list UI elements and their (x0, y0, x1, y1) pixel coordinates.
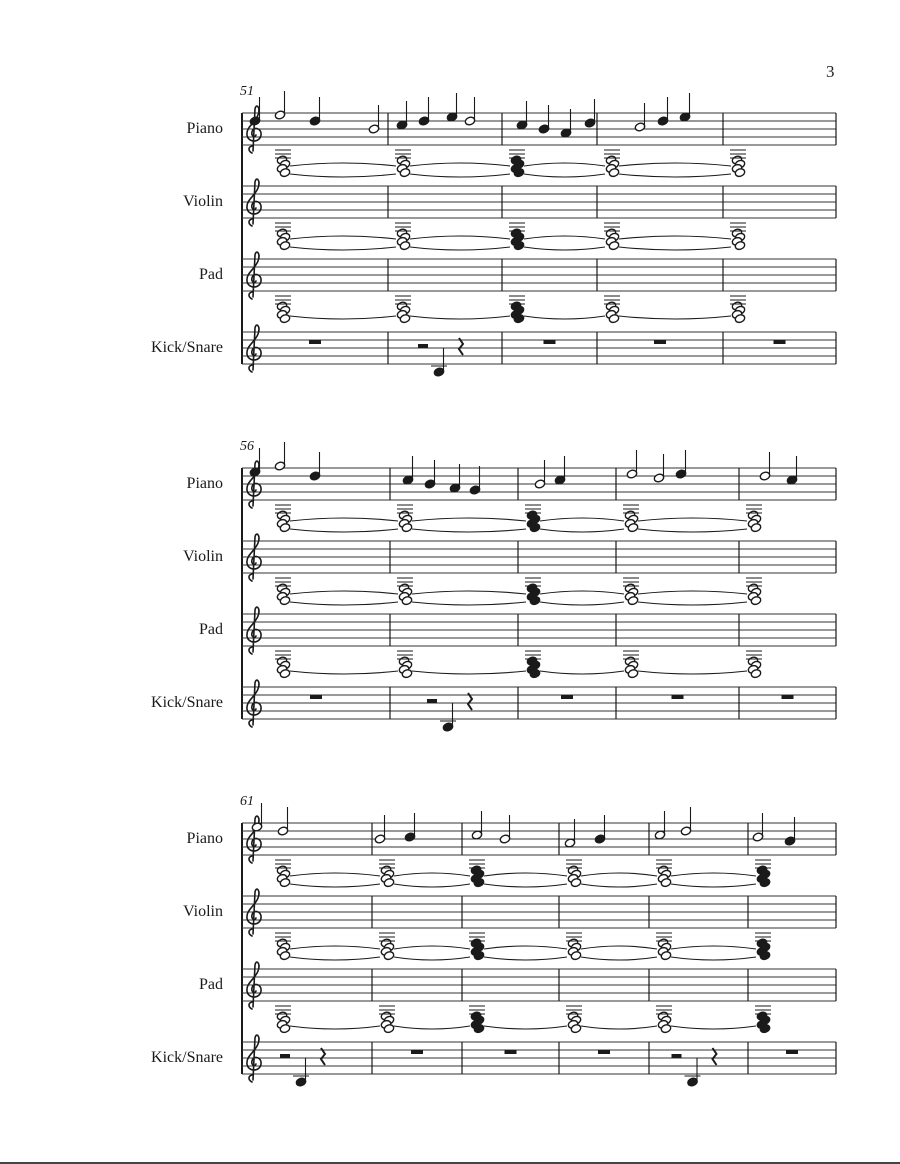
quarter-rest (468, 693, 472, 710)
tie (290, 671, 398, 674)
tie (638, 591, 747, 594)
staff-pad (199, 578, 836, 654)
instrument-label: Pad (199, 266, 223, 283)
tie (410, 247, 510, 250)
whole-rest (654, 340, 666, 344)
tie (619, 174, 731, 177)
tie (581, 873, 657, 876)
instrument-label: Violin (183, 548, 223, 565)
staff-kick-snare (151, 1006, 836, 1087)
staff-piano (187, 442, 836, 508)
tie (540, 671, 624, 674)
system-2 (151, 439, 836, 732)
whole-rest (786, 1050, 798, 1054)
instrument-label: Pad (199, 621, 223, 638)
staff-violin (183, 150, 836, 226)
tie (410, 236, 510, 239)
tie (394, 1026, 470, 1029)
page-number: 3 (826, 62, 835, 81)
tie (412, 591, 526, 594)
measure-number: 56 (240, 439, 254, 454)
tie (524, 163, 605, 166)
whole-rest (411, 1050, 423, 1054)
tie (290, 163, 396, 166)
tie (581, 957, 657, 960)
tie (290, 236, 396, 239)
tie (581, 1026, 657, 1029)
whole-rest (505, 1050, 517, 1054)
tie (540, 591, 624, 594)
tie (524, 247, 605, 250)
tie (290, 602, 398, 605)
whole-rest (774, 340, 786, 344)
instrument-label: Violin (183, 903, 223, 920)
whole-rest (309, 340, 321, 344)
tie (671, 884, 756, 887)
system-1 (151, 84, 836, 377)
tie (412, 671, 526, 674)
tie (524, 236, 605, 239)
tie (290, 957, 380, 960)
tie (394, 873, 470, 876)
tie (290, 529, 398, 532)
tie (484, 957, 567, 960)
whole-rest (561, 695, 573, 699)
tie (638, 671, 747, 674)
instrument-label: Piano (186, 830, 223, 847)
tie (412, 518, 526, 521)
system-3 (151, 794, 836, 1087)
tie (581, 946, 657, 949)
half-rest (280, 1054, 290, 1058)
tie (619, 163, 731, 166)
half-rest (418, 344, 428, 348)
staff-pad (199, 223, 836, 299)
tie (290, 946, 380, 949)
tie (484, 946, 567, 949)
tie (484, 1026, 567, 1029)
tie (619, 247, 731, 250)
tie (671, 946, 756, 949)
tie (619, 316, 731, 319)
tie (394, 957, 470, 960)
tie (619, 236, 731, 239)
tie (581, 884, 657, 887)
tie (638, 529, 747, 532)
measure-number: 51 (240, 84, 254, 99)
tie (290, 1026, 380, 1029)
whole-rest (310, 695, 322, 699)
staff-kick-snare (151, 296, 836, 377)
tie (484, 873, 567, 876)
tie (394, 884, 470, 887)
staff-violin (183, 505, 836, 581)
whole-rest (544, 340, 556, 344)
tie (484, 884, 567, 887)
staff-piano (187, 803, 836, 863)
tie (540, 602, 624, 605)
instrument-label: Kick/Snare (151, 1049, 223, 1066)
tie (290, 518, 398, 521)
staff-pad (199, 933, 836, 1009)
tie (638, 518, 747, 521)
tie (290, 873, 380, 876)
quarter-rest (459, 338, 463, 355)
measure-number: 61 (240, 794, 254, 809)
whole-rest (598, 1050, 610, 1054)
tie (290, 591, 398, 594)
tie (410, 163, 510, 166)
tie (671, 957, 756, 960)
tie (412, 529, 526, 532)
tie (671, 1026, 756, 1029)
tie (290, 174, 396, 177)
instrument-label: Piano (186, 475, 223, 492)
instrument-label: Kick/Snare (151, 339, 223, 356)
tie (524, 316, 605, 319)
tie (290, 316, 396, 319)
tie (540, 529, 624, 532)
whole-rest (672, 695, 684, 699)
tie (671, 873, 756, 876)
tie (638, 602, 747, 605)
quarter-rest (321, 1048, 325, 1065)
staff-violin (183, 860, 836, 936)
instrument-label: Piano (186, 120, 223, 137)
instrument-label: Violin (183, 193, 223, 210)
tie (290, 247, 396, 250)
instrument-label: Pad (199, 976, 223, 993)
whole-rest (782, 695, 794, 699)
tie (394, 946, 470, 949)
tie (412, 602, 526, 605)
staff-piano (187, 91, 836, 153)
tie (410, 316, 510, 319)
half-rest (427, 699, 437, 703)
staff-kick-snare (151, 651, 836, 732)
half-rest (672, 1054, 682, 1058)
tie (410, 174, 510, 177)
tie (540, 518, 624, 521)
instrument-label: Kick/Snare (151, 694, 223, 711)
tie (524, 174, 605, 177)
tie (290, 884, 380, 887)
quarter-rest (713, 1048, 717, 1065)
